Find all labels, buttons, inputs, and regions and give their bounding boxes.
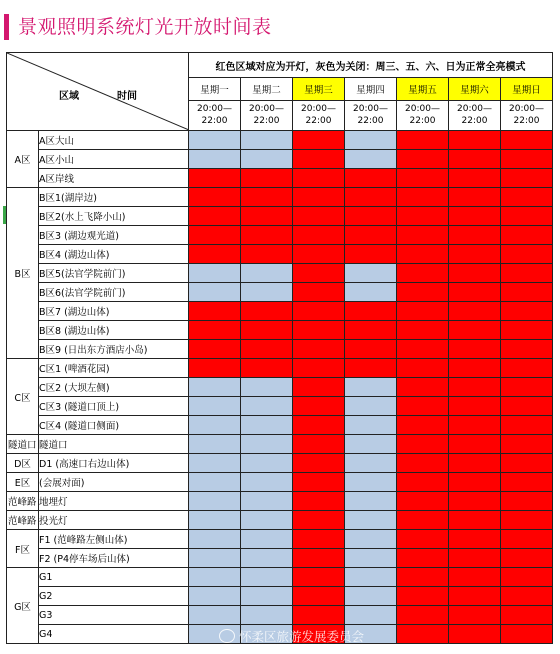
status-cell-on bbox=[501, 435, 553, 454]
region-cell: B区 bbox=[7, 188, 39, 359]
status-cell-on bbox=[449, 207, 501, 226]
region-cell: D区 bbox=[7, 454, 39, 473]
title-accent-bar bbox=[4, 14, 9, 40]
status-cell-off bbox=[241, 511, 293, 530]
status-cell-on bbox=[397, 435, 449, 454]
table-row bbox=[7, 169, 553, 188]
status-cell-off bbox=[189, 473, 241, 492]
status-cell-on bbox=[293, 397, 345, 416]
schedule-table bbox=[6, 52, 553, 644]
status-cell-off bbox=[345, 283, 397, 302]
status-cell-off bbox=[345, 397, 397, 416]
area-name: 投光灯 bbox=[39, 511, 189, 530]
area-name: A区小山 bbox=[39, 150, 189, 169]
status-cell-on bbox=[189, 188, 241, 207]
corner-diagonal bbox=[7, 53, 189, 130]
status-cell-on bbox=[293, 587, 345, 606]
status-cell-on bbox=[397, 207, 449, 226]
status-cell-on bbox=[397, 150, 449, 169]
time-range: 20:00—22:00 bbox=[293, 100, 345, 130]
status-cell-off bbox=[241, 131, 293, 150]
area-name: B区8 (湖边山体) bbox=[39, 321, 189, 340]
status-cell-on bbox=[397, 568, 449, 587]
status-cell-on bbox=[501, 492, 553, 511]
status-cell-on bbox=[449, 188, 501, 207]
area-name: G1 bbox=[39, 568, 189, 587]
status-cell-on bbox=[397, 169, 449, 188]
area-name: G2 bbox=[39, 587, 189, 606]
table-row bbox=[7, 568, 553, 587]
status-cell-on bbox=[501, 606, 553, 625]
status-cell-on bbox=[449, 587, 501, 606]
status-cell-on bbox=[293, 302, 345, 321]
table-row bbox=[7, 131, 553, 150]
status-cell-on bbox=[345, 340, 397, 359]
status-cell-on bbox=[449, 359, 501, 378]
status-cell-on bbox=[501, 302, 553, 321]
status-cell-off bbox=[345, 587, 397, 606]
table-row bbox=[7, 473, 553, 492]
status-cell-on bbox=[397, 264, 449, 283]
area-name: C区1 (啤酒花园) bbox=[39, 359, 189, 378]
area-name: G3 bbox=[39, 606, 189, 625]
time-range: 20:00—22:00 bbox=[397, 100, 449, 130]
status-cell-on bbox=[293, 321, 345, 340]
status-cell-off bbox=[241, 283, 293, 302]
status-cell-off bbox=[345, 435, 397, 454]
status-cell-on bbox=[397, 530, 449, 549]
status-cell-on bbox=[501, 511, 553, 530]
page-title: 景观照明系统灯光开放时间表 bbox=[18, 16, 272, 38]
status-cell-on bbox=[449, 226, 501, 245]
table-row bbox=[7, 587, 553, 606]
region-cell: C区 bbox=[7, 359, 39, 435]
status-cell-on bbox=[397, 340, 449, 359]
time-range: 20:00—22:00 bbox=[189, 100, 241, 130]
status-cell-on bbox=[293, 416, 345, 435]
status-cell-on bbox=[397, 587, 449, 606]
legend-note: 红色区域对应为开灯，灰色为关闭：周三、五、六、日为正常全亮模式 bbox=[189, 53, 553, 78]
status-cell-on bbox=[189, 302, 241, 321]
status-cell-off bbox=[241, 492, 293, 511]
table-row bbox=[7, 397, 553, 416]
time-range: 20:00—22:00 bbox=[501, 100, 553, 130]
region-cell: 隧道口 bbox=[7, 435, 39, 454]
table-row bbox=[7, 264, 553, 283]
status-cell-on bbox=[397, 492, 449, 511]
status-cell-on bbox=[449, 340, 501, 359]
status-cell-off bbox=[345, 549, 397, 568]
region-cell: G区 bbox=[7, 568, 39, 644]
status-cell-on bbox=[189, 226, 241, 245]
area-name: F2 (P4停车场后山体) bbox=[39, 549, 189, 568]
status-cell-off bbox=[241, 454, 293, 473]
status-cell-off bbox=[241, 549, 293, 568]
area-name: A区大山 bbox=[39, 131, 189, 150]
table-row bbox=[7, 150, 553, 169]
status-cell-on bbox=[501, 473, 553, 492]
status-cell-on bbox=[397, 359, 449, 378]
table-row bbox=[7, 188, 553, 207]
status-cell-on bbox=[501, 397, 553, 416]
status-cell-on bbox=[501, 188, 553, 207]
area-name: 地埋灯 bbox=[39, 492, 189, 511]
status-cell-off bbox=[189, 150, 241, 169]
time-range: 20:00—22:00 bbox=[345, 100, 397, 130]
status-cell-off bbox=[189, 378, 241, 397]
status-cell-off bbox=[241, 416, 293, 435]
status-cell-on bbox=[449, 473, 501, 492]
status-cell-on bbox=[241, 188, 293, 207]
status-cell-on bbox=[449, 378, 501, 397]
table-row bbox=[7, 283, 553, 302]
status-cell-on bbox=[345, 245, 397, 264]
weibo-icon bbox=[219, 629, 235, 643]
table-row bbox=[7, 302, 553, 321]
status-cell-off bbox=[241, 264, 293, 283]
watermark-text: 怀柔区旅游发展委员会 bbox=[239, 629, 365, 644]
status-cell-on bbox=[241, 340, 293, 359]
status-cell-on bbox=[449, 150, 501, 169]
status-cell-off bbox=[345, 568, 397, 587]
status-cell-off bbox=[241, 378, 293, 397]
status-cell-on bbox=[501, 226, 553, 245]
table-row bbox=[7, 340, 553, 359]
status-cell-off bbox=[189, 492, 241, 511]
area-name: G4 bbox=[39, 625, 189, 644]
status-cell-on bbox=[449, 549, 501, 568]
status-cell-off bbox=[345, 150, 397, 169]
status-cell-on bbox=[449, 321, 501, 340]
status-cell-on bbox=[293, 530, 345, 549]
status-cell-on bbox=[293, 207, 345, 226]
status-cell-off bbox=[241, 150, 293, 169]
status-cell-off bbox=[189, 606, 241, 625]
area-name: F1 (范峰路左侧山体) bbox=[39, 530, 189, 549]
status-cell-off bbox=[241, 568, 293, 587]
area-name: B区6(法官学院前门) bbox=[39, 283, 189, 302]
area-name: C区3 (隧道口顶上) bbox=[39, 397, 189, 416]
schedule-body bbox=[7, 53, 553, 644]
table-row bbox=[7, 606, 553, 625]
table-row bbox=[7, 226, 553, 245]
region-cell: F区 bbox=[7, 530, 39, 568]
status-cell-on bbox=[449, 245, 501, 264]
status-cell-off bbox=[189, 530, 241, 549]
status-cell-on bbox=[449, 492, 501, 511]
status-cell-on bbox=[397, 131, 449, 150]
status-cell-on bbox=[501, 264, 553, 283]
status-cell-on bbox=[293, 378, 345, 397]
status-cell-on bbox=[189, 245, 241, 264]
status-cell-off bbox=[241, 435, 293, 454]
status-cell-on bbox=[241, 302, 293, 321]
area-name: B区1(湖岸边) bbox=[39, 188, 189, 207]
status-cell-on bbox=[449, 435, 501, 454]
area-name: B区2(水上飞降小山) bbox=[39, 207, 189, 226]
day-header: 星期五 bbox=[397, 78, 449, 100]
status-cell-off bbox=[241, 587, 293, 606]
table-row bbox=[7, 530, 553, 549]
status-cell-on bbox=[501, 321, 553, 340]
status-cell-on bbox=[189, 340, 241, 359]
status-cell-on bbox=[293, 568, 345, 587]
status-cell-on bbox=[241, 226, 293, 245]
day-header: 星期二 bbox=[241, 78, 293, 100]
area-name: A区岸线 bbox=[39, 169, 189, 188]
status-cell-on bbox=[449, 568, 501, 587]
status-cell-off bbox=[189, 416, 241, 435]
header-corner bbox=[7, 53, 189, 131]
table-row bbox=[7, 207, 553, 226]
status-cell-off bbox=[189, 454, 241, 473]
region-cell: 范峰路 bbox=[7, 492, 39, 511]
status-cell-on bbox=[397, 188, 449, 207]
time-range: 20:00—22:00 bbox=[241, 100, 293, 130]
time-range: 20:00—22:00 bbox=[449, 100, 501, 130]
status-cell-on bbox=[345, 188, 397, 207]
region-cell: E区 bbox=[7, 473, 39, 492]
status-cell-on bbox=[345, 169, 397, 188]
status-cell-on bbox=[501, 530, 553, 549]
status-cell-on bbox=[241, 207, 293, 226]
status-cell-on bbox=[501, 283, 553, 302]
table-row bbox=[7, 416, 553, 435]
status-cell-on bbox=[449, 530, 501, 549]
status-cell-on bbox=[345, 207, 397, 226]
status-cell-on bbox=[449, 625, 501, 644]
status-cell-on bbox=[293, 454, 345, 473]
status-cell-on bbox=[397, 473, 449, 492]
status-cell-on bbox=[449, 169, 501, 188]
status-cell-on bbox=[189, 359, 241, 378]
area-name: D1 (高速口右边山体) bbox=[39, 454, 189, 473]
status-cell-on bbox=[241, 321, 293, 340]
status-cell-off bbox=[189, 511, 241, 530]
status-cell-on bbox=[397, 549, 449, 568]
area-name: C区4 (隧道口侧面) bbox=[39, 416, 189, 435]
status-cell-on bbox=[449, 454, 501, 473]
status-cell-off bbox=[189, 397, 241, 416]
area-name: B区7 (湖边山体) bbox=[39, 302, 189, 321]
status-cell-on bbox=[293, 169, 345, 188]
status-cell-on bbox=[293, 131, 345, 150]
status-cell-on bbox=[501, 416, 553, 435]
status-cell-on bbox=[501, 378, 553, 397]
status-cell-on bbox=[397, 378, 449, 397]
area-name: B区3 (湖边观光道) bbox=[39, 226, 189, 245]
status-cell-on bbox=[501, 207, 553, 226]
status-cell-on bbox=[189, 169, 241, 188]
status-cell-on bbox=[501, 169, 553, 188]
status-cell-on bbox=[345, 226, 397, 245]
status-cell-off bbox=[345, 454, 397, 473]
table-row bbox=[7, 359, 553, 378]
region-cell: A区 bbox=[7, 131, 39, 188]
status-cell-off bbox=[345, 264, 397, 283]
status-cell-on bbox=[501, 549, 553, 568]
status-cell-on bbox=[293, 188, 345, 207]
status-cell-on bbox=[241, 359, 293, 378]
status-cell-on bbox=[397, 397, 449, 416]
status-cell-on bbox=[293, 283, 345, 302]
area-name: B区4 (湖边山体) bbox=[39, 245, 189, 264]
status-cell-on bbox=[293, 511, 345, 530]
status-cell-off bbox=[241, 473, 293, 492]
status-cell-on bbox=[501, 340, 553, 359]
status-cell-on bbox=[501, 568, 553, 587]
status-cell-off bbox=[345, 511, 397, 530]
corner-time-label: 时间 bbox=[117, 91, 137, 102]
status-cell-off bbox=[189, 587, 241, 606]
status-cell-on bbox=[501, 454, 553, 473]
status-cell-on bbox=[293, 492, 345, 511]
status-cell-on bbox=[345, 321, 397, 340]
status-cell-on bbox=[501, 245, 553, 264]
status-cell-on bbox=[397, 416, 449, 435]
status-cell-on bbox=[293, 473, 345, 492]
status-cell-off bbox=[345, 378, 397, 397]
watermark bbox=[219, 627, 364, 645]
status-cell-on bbox=[397, 625, 449, 644]
status-cell-on bbox=[501, 359, 553, 378]
day-header: 星期日 bbox=[501, 78, 553, 100]
area-name: B区5(法官学院前门) bbox=[39, 264, 189, 283]
status-cell-off bbox=[241, 606, 293, 625]
status-cell-off bbox=[345, 416, 397, 435]
status-cell-on bbox=[397, 321, 449, 340]
area-name: 隧道口 bbox=[39, 435, 189, 454]
status-cell-on bbox=[501, 131, 553, 150]
status-cell-on bbox=[449, 511, 501, 530]
status-cell-off bbox=[189, 264, 241, 283]
status-cell-off bbox=[241, 530, 293, 549]
status-cell-on bbox=[449, 302, 501, 321]
status-cell-on bbox=[397, 245, 449, 264]
table-row bbox=[7, 492, 553, 511]
status-cell-on bbox=[501, 587, 553, 606]
status-cell-on bbox=[449, 264, 501, 283]
day-header: 星期六 bbox=[449, 78, 501, 100]
status-cell-on bbox=[241, 245, 293, 264]
status-cell-on bbox=[449, 416, 501, 435]
status-cell-off bbox=[345, 530, 397, 549]
status-cell-off bbox=[241, 397, 293, 416]
status-cell-off bbox=[189, 283, 241, 302]
status-cell-on bbox=[501, 150, 553, 169]
area-name: (会展对面) bbox=[39, 473, 189, 492]
table-row bbox=[7, 245, 553, 264]
table-row bbox=[7, 549, 553, 568]
table-row bbox=[7, 321, 553, 340]
status-cell-on bbox=[293, 435, 345, 454]
status-cell-on bbox=[189, 321, 241, 340]
header-row-legend bbox=[7, 53, 553, 78]
status-cell-off bbox=[345, 492, 397, 511]
corner-region-label: 区域 bbox=[59, 91, 79, 102]
status-cell-on bbox=[293, 150, 345, 169]
status-cell-on bbox=[501, 625, 553, 644]
area-name: C区2 (大坝左侧) bbox=[39, 378, 189, 397]
day-header: 星期四 bbox=[345, 78, 397, 100]
status-cell-on bbox=[397, 302, 449, 321]
status-cell-on bbox=[293, 359, 345, 378]
status-cell-on bbox=[397, 606, 449, 625]
status-cell-on bbox=[449, 283, 501, 302]
status-cell-on bbox=[345, 359, 397, 378]
status-cell-on bbox=[293, 340, 345, 359]
status-cell-off bbox=[189, 435, 241, 454]
status-cell-off bbox=[345, 131, 397, 150]
day-header: 星期一 bbox=[189, 78, 241, 100]
status-cell-on bbox=[449, 397, 501, 416]
region-cell: 范峰路 bbox=[7, 511, 39, 530]
status-cell-on bbox=[293, 226, 345, 245]
status-cell-on bbox=[241, 169, 293, 188]
table-row bbox=[7, 435, 553, 454]
status-cell-off bbox=[189, 549, 241, 568]
status-cell-on bbox=[397, 226, 449, 245]
status-cell-on bbox=[293, 549, 345, 568]
status-cell-on bbox=[449, 131, 501, 150]
status-cell-on bbox=[449, 606, 501, 625]
day-header: 星期三 bbox=[293, 78, 345, 100]
status-cell-on bbox=[345, 302, 397, 321]
status-cell-on bbox=[397, 283, 449, 302]
status-cell-on bbox=[397, 454, 449, 473]
table-row bbox=[7, 454, 553, 473]
table-row bbox=[7, 378, 553, 397]
status-cell-off bbox=[345, 606, 397, 625]
status-cell-on bbox=[293, 245, 345, 264]
status-cell-off bbox=[189, 131, 241, 150]
status-cell-on bbox=[293, 606, 345, 625]
status-cell-off bbox=[189, 568, 241, 587]
area-name: B区9 (日出东方酒店小岛) bbox=[39, 340, 189, 359]
status-cell-on bbox=[189, 207, 241, 226]
table-row bbox=[7, 511, 553, 530]
status-cell-off bbox=[345, 473, 397, 492]
status-cell-on bbox=[397, 511, 449, 530]
status-cell-on bbox=[293, 264, 345, 283]
